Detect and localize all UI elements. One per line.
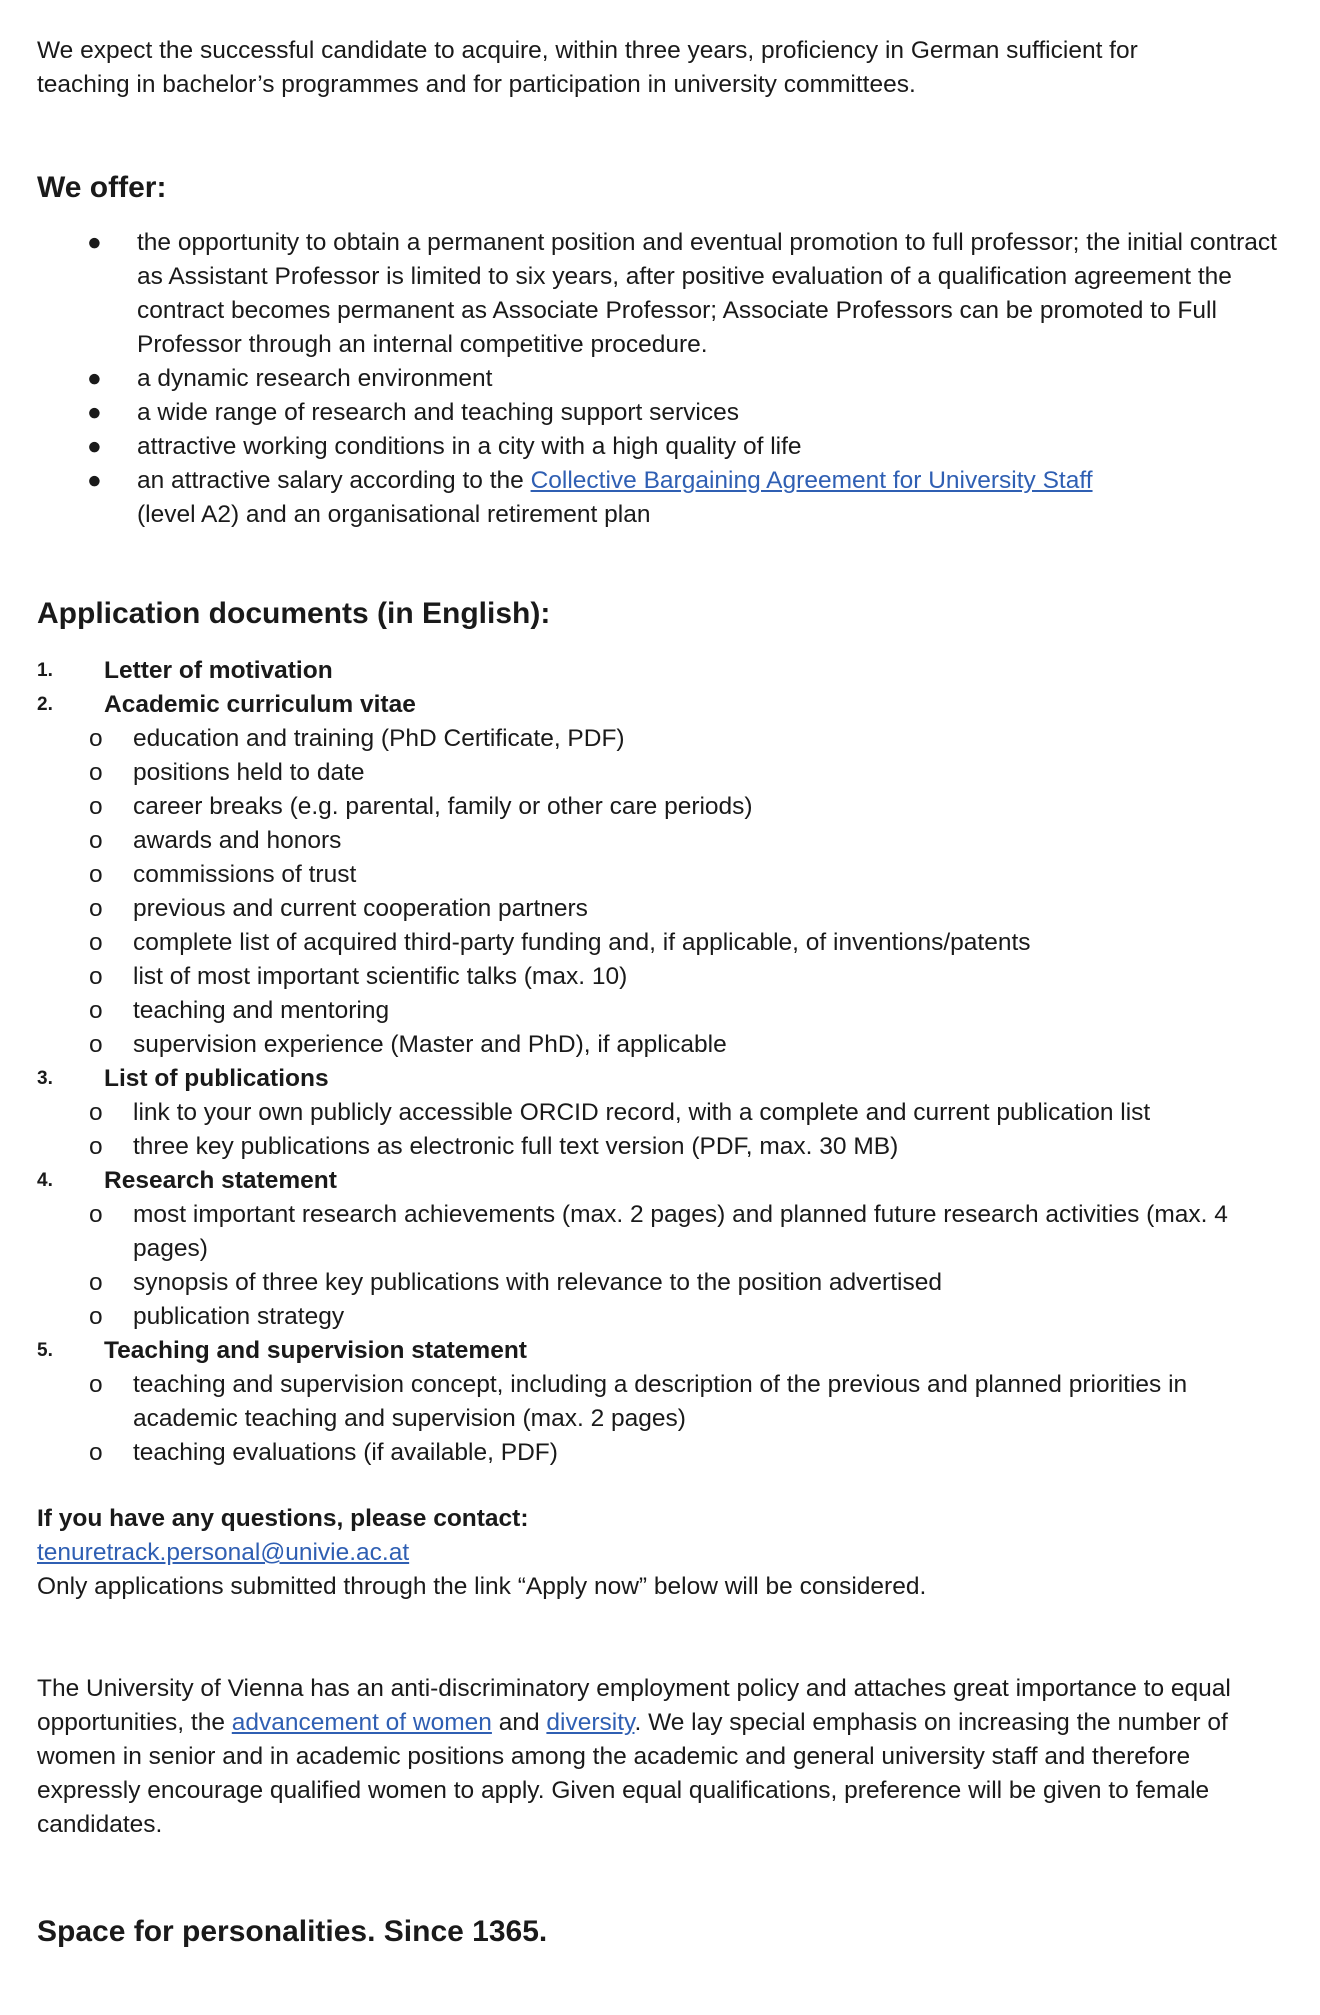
section-number: 4.: [37, 1170, 53, 1191]
section-title: Letter of motivation: [104, 657, 333, 684]
offer-heading: We offer:: [37, 171, 167, 204]
section-title: List of publications: [104, 1065, 329, 1092]
list-item: o most important research achievements (max. 2 pages) and planned future research activities (max. 4 pages): [37, 1198, 1277, 1266]
diversity-link[interactable]: diversity: [546, 1709, 635, 1736]
list-item: o three key publications as electronic full text version (PDF, max. 30 MB): [37, 1130, 1277, 1164]
circle-bullet-icon: o: [89, 1031, 103, 1058]
circle-bullet-icon: o: [89, 1371, 103, 1398]
bullet-icon: ●: [87, 229, 102, 256]
section-title: Research statement: [104, 1167, 337, 1194]
list-item: o commissions of trust: [37, 858, 1277, 892]
document-page: [37, 34, 1297, 1952]
contact-note: Only applications submitted through the link “Apply now” below will be considered.: [37, 1573, 927, 1600]
bullet-icon: ●: [87, 433, 102, 460]
bullet-icon: ●: [87, 365, 102, 392]
circle-bullet-icon: o: [89, 929, 103, 956]
doc-section-4: [37, 1164, 1277, 1198]
collective-agreement-link[interactable]: Collective Bargaining Agreement for University Staff: [530, 467, 1093, 494]
doc-section-3: [37, 1062, 1277, 1096]
list-item: o complete list of acquired third-party funding and, if applicable, of inventions/patents: [37, 926, 1277, 960]
list-item: ● a dynamic research environment: [37, 362, 1277, 396]
circle-bullet-icon: o: [89, 895, 103, 922]
circle-bullet-icon: o: [89, 1439, 103, 1466]
list-item: ● the opportunity to obtain a permanent position and eventual promotion to full professor; the initial contract as Assistant Professor is limited to six years, after positive evaluation of a qualification agreement the contract becomes permanent as Associate Professor; Associate Professors can be promoted to Full Professor through an internal competitive procedure.: [37, 226, 1277, 362]
list-item: ● a wide range of research and teaching support services: [37, 396, 1277, 430]
circle-bullet-icon: o: [89, 1133, 103, 1160]
contact-question: If you have any questions, please contact:: [37, 1505, 529, 1532]
tagline: Space for personalities. Since 1365.: [37, 1915, 548, 1948]
documents-heading: Application documents (in English):: [37, 597, 551, 630]
doc-section-5: [37, 1334, 1277, 1368]
bullet-icon: ●: [87, 467, 102, 494]
contact-block: [37, 1502, 1297, 1604]
list-item: o supervision experience (Master and PhD), if applicable: [37, 1028, 1277, 1062]
bullet-icon: ●: [87, 399, 102, 426]
list-item-salary: ● an attractive salary according to the Collective Bargaining Agreement for University Staff (level A2) and an organisational retirement plan: [37, 464, 1277, 532]
list-item: o awards and honors: [37, 824, 1277, 858]
documents-list: [37, 654, 1277, 1470]
list-item: o link to your own publicly accessible ORCID record, with a complete and current publication list: [37, 1096, 1277, 1130]
circle-bullet-icon: o: [89, 793, 103, 820]
doc-section-1: [37, 654, 1277, 688]
offer-list: [37, 226, 1277, 532]
list-item: o career breaks (e.g. parental, family or other care periods): [37, 790, 1277, 824]
circle-bullet-icon: o: [89, 1269, 103, 1296]
list-item: o teaching and supervision concept, including a description of the previous and planned priorities in academic teaching and supervision (max. 2 pages): [37, 1368, 1277, 1436]
circle-bullet-icon: o: [89, 759, 103, 786]
circle-bullet-icon: o: [89, 963, 103, 990]
list-item: o teaching evaluations (if available, PDF): [37, 1436, 1277, 1470]
intro-paragraph: We expect the successful candidate to acquire, within three years, proficiency in German sufficient for teaching in bachelor’s programmes and for participation in university committees.: [37, 37, 1138, 98]
section-number: 2.: [37, 694, 53, 715]
advancement-of-women-link[interactable]: advancement of women: [231, 1709, 492, 1736]
circle-bullet-icon: o: [89, 1099, 103, 1126]
contact-email-link[interactable]: tenuretrack.personal@univie.ac.at: [37, 1539, 410, 1566]
section-number: 3.: [37, 1068, 53, 1089]
circle-bullet-icon: o: [89, 1201, 103, 1228]
circle-bullet-icon: o: [89, 861, 103, 888]
section-title: Academic curriculum vitae: [104, 691, 416, 718]
policy-paragraph: The University of Vienna has an anti-discriminatory employment policy and attaches great importance to equal opportunities, the advancement of women and diversity. We lay special emphasis on increasing the number of women in senior and in academic positions among the academic and general university staff and therefore expressly encourage qualified women to apply. Given equal qualifications, preference will be given to female candidates.: [37, 1675, 1231, 1838]
circle-bullet-icon: o: [89, 827, 103, 854]
section-title: Teaching and supervision statement: [104, 1337, 527, 1364]
list-item: o education and training (PhD Certificate, PDF): [37, 722, 1277, 756]
circle-bullet-icon: o: [89, 725, 103, 752]
list-item: ● attractive working conditions in a city with a high quality of life: [37, 430, 1277, 464]
doc-section-2: [37, 688, 1277, 722]
list-item: o publication strategy: [37, 1300, 1277, 1334]
circle-bullet-icon: o: [89, 997, 103, 1024]
list-item: o synopsis of three key publications with relevance to the position advertised: [37, 1266, 1277, 1300]
list-item: o positions held to date: [37, 756, 1277, 790]
section-number: 5.: [37, 1340, 53, 1361]
list-item: o previous and current cooperation partners: [37, 892, 1277, 926]
section-number: 1.: [37, 660, 53, 681]
circle-bullet-icon: o: [89, 1303, 103, 1330]
list-item: o teaching and mentoring: [37, 994, 1277, 1028]
list-item: o list of most important scientific talks (max. 10): [37, 960, 1277, 994]
